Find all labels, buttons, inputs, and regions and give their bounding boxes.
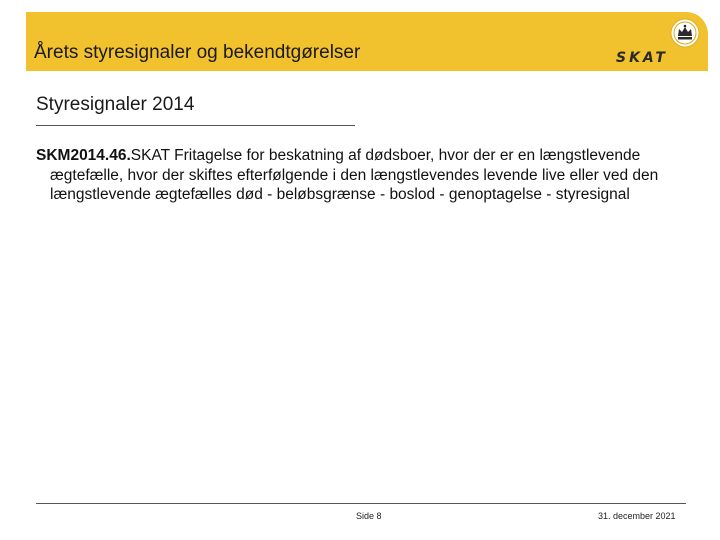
section-title: Styresignaler 2014 (36, 94, 195, 115)
skat-logo-text: SKAT (616, 50, 668, 66)
footer-divider (36, 503, 686, 504)
styresignal-item (36, 146, 700, 205)
section-divider (36, 125, 355, 126)
item-description: SKAT Fritagelse for beskatning af dødsboer, hvor der er en længstlevende ægtefælle, hvor der skiftes efterfølgende i den længstlevendes levende live eller ved den længstlevende ægtefælles død - beløbsgrænse - boslod - genoptagelse - styresignal (50, 147, 659, 203)
page-number: Side 8 (356, 511, 382, 521)
footer-date: 31. december 2021 (598, 511, 676, 521)
item-reference: SKM2014.46. (36, 147, 131, 164)
slide-title: Årets styresignaler og bekendtgørelser (34, 42, 361, 63)
royal-crown-emblem-icon (670, 18, 700, 48)
